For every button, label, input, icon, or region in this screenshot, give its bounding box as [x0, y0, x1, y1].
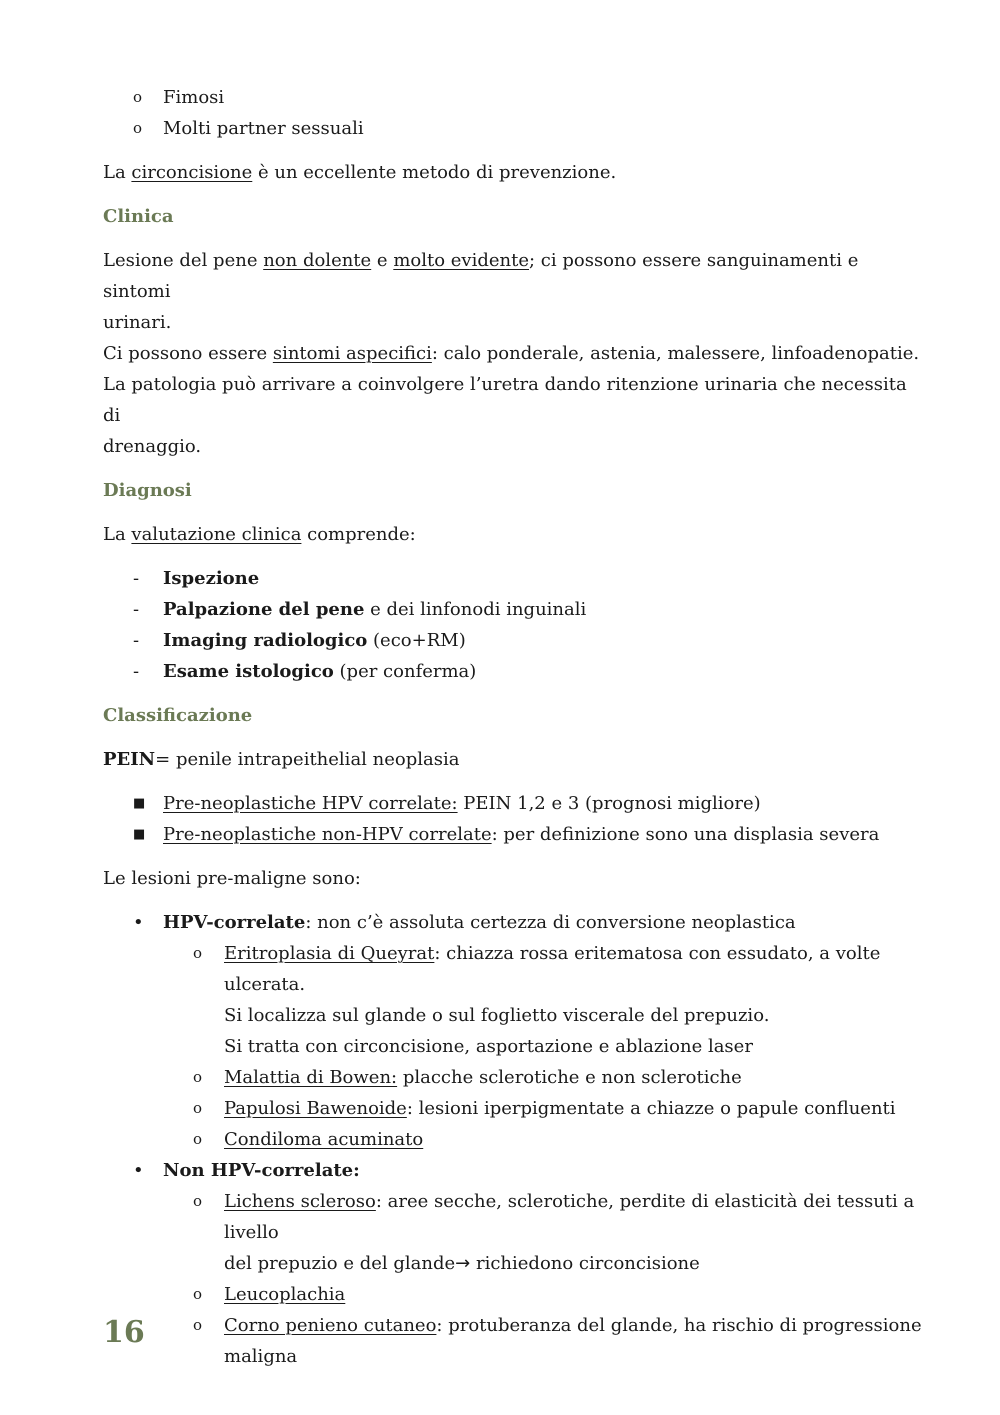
list-item: ■ Pre-neoplastiche HPV correlate: PEIN 1,2 e 3 (prognosi migliore)	[103, 788, 923, 819]
section-heading-diagnosi: Diagnosi	[103, 480, 192, 501]
diagnosi-list	[103, 563, 923, 687]
list-item-hpv: • HPV-correlate: non c’è assoluta certezza di conversione neoplastica	[103, 907, 923, 938]
dash-bullet-icon: -	[133, 661, 140, 682]
list-item: o Malattia di Bowen: placche sclerotiche e non sclerotiche	[103, 1062, 923, 1093]
pein-definition: PEIN= penile intrapeithelial neoplasia	[103, 749, 460, 770]
list-item: - Ispezione	[103, 563, 923, 594]
clinica-urethra-cont: drenaggio.	[103, 436, 202, 457]
page-content	[103, 82, 923, 1372]
list-item: o Papulosi Bawenoide: lesioni iperpigmentate a chiazze o papule confluenti	[103, 1093, 923, 1124]
dash-bullet-icon: -	[133, 568, 140, 589]
prevention-paragraph: La circoncisione è un eccellente metodo di prevenzione.	[103, 162, 617, 183]
square-bullet-icon: ■	[133, 796, 146, 811]
disc-bullet-icon: •	[133, 912, 144, 933]
circle-bullet-icon: o	[193, 1192, 203, 1210]
section-heading-classificazione: Classificazione	[103, 705, 253, 726]
circle-bullet-icon: o	[133, 88, 143, 106]
list-item: o Leucoplachia	[103, 1279, 923, 1310]
list-item: - Imaging radiologico (eco+RM)	[103, 625, 923, 656]
list-item: - Palpazione del pene e dei linfonodi inguinali	[103, 594, 923, 625]
list-item: - Esame istologico (per conferma)	[103, 656, 923, 687]
circle-bullet-icon: o	[193, 1285, 203, 1303]
clinica-paragraph-cont: urinari.	[103, 312, 172, 333]
disc-bullet-icon: •	[133, 1160, 144, 1181]
list-item: o Lichens scleroso: aree secche, sclerotiche, perdite di elasticità dei tessuti a livello del prepuzio e del glande→ richiedono circoncisione	[103, 1186, 923, 1279]
circle-bullet-icon: o	[193, 1068, 203, 1086]
risk-factor-list	[103, 82, 923, 144]
list-item: o Condiloma acuminato	[103, 1124, 923, 1155]
premalignant-list	[103, 907, 923, 1372]
diagnosi-intro: La valutazione clinica comprende:	[103, 524, 416, 545]
clinica-paragraph: Lesione del pene non dolente e molto evidente; ci possono essere sanguinamenti e sintomi	[103, 250, 859, 302]
circle-bullet-icon: o	[193, 1130, 203, 1148]
clinica-urethra: La patologia può arrivare a coinvolgere l’uretra dando ritenzione urinaria che necessita di	[103, 374, 907, 426]
circle-bullet-icon: o	[193, 944, 203, 962]
list-item-non-hpv: • Non HPV-correlate:	[103, 1155, 923, 1186]
section-heading-clinica: Clinica	[103, 206, 174, 227]
list-item: ■ Pre-neoplastiche non-HPV correlate: per definizione sono una displasia severa	[103, 819, 923, 850]
premalignant-intro: Le lesioni pre-maligne sono:	[103, 868, 361, 889]
pein-list	[103, 788, 923, 850]
list-item: o Molti partner sessuali	[103, 113, 923, 144]
list-item: o Fimosi	[103, 82, 923, 113]
circle-bullet-icon: o	[193, 1099, 203, 1117]
list-item: o Eritroplasia di Queyrat: chiazza rossa eritematosa con essudato, a volte ulcerata. Si localizza sul glande o sul foglietto viscerale del prepuzio. Si tratta con circoncisione, asportazione e ablazione laser	[103, 938, 923, 1062]
list-item: o Corno penieno cutaneo: protuberanza del glande, ha rischio di progressione maligna	[103, 1310, 923, 1372]
dash-bullet-icon: -	[133, 630, 140, 651]
arrow-right-icon: →	[455, 1253, 471, 1274]
dash-bullet-icon: -	[133, 599, 140, 620]
square-bullet-icon: ■	[133, 827, 146, 842]
circle-bullet-icon: o	[133, 119, 143, 137]
circle-bullet-icon: o	[193, 1316, 203, 1334]
page-number: 16	[103, 1315, 145, 1350]
clinica-symptoms: Ci possono essere sintomi aspecifici: calo ponderale, astenia, malessere, linfoadenopatie.	[103, 343, 920, 364]
